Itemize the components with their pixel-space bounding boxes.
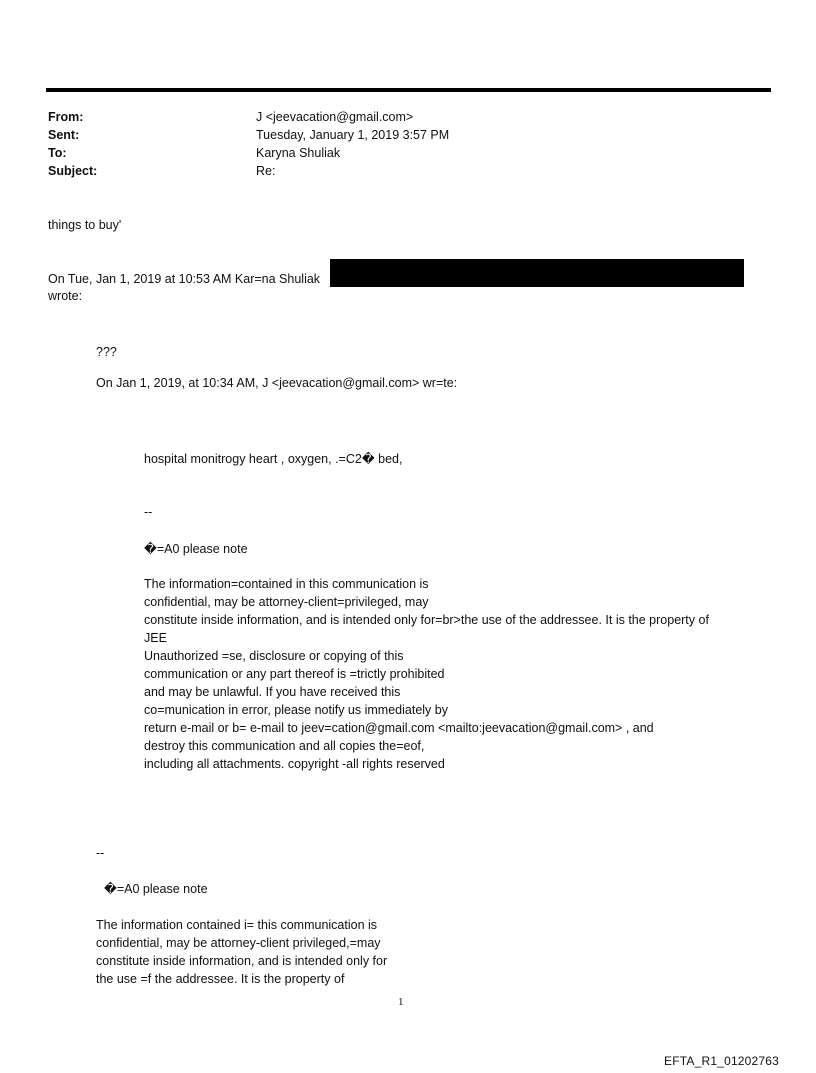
inner-message: hospital monitrogy heart , oxygen, .=C2� bed, [144, 452, 403, 466]
sent-row [48, 126, 449, 144]
disclaimer-1-line: The information=contained in this communication is [144, 577, 429, 591]
signature-separator-1: -- [144, 505, 153, 519]
disclaimer-1-line: constitute inside information, and is intended only for=br>the use of the addressee. It is the property of [144, 613, 709, 627]
to-value: Karyna Shuliak [256, 146, 341, 160]
page-number: 1 [398, 996, 404, 1008]
subject-row [48, 162, 449, 180]
to-row [48, 144, 449, 162]
subject-value: Re: [256, 164, 276, 178]
to-label: To: [48, 146, 67, 160]
disclaimer-1-line: return e-mail or b= e-mail to jeev=cation@gmail.com <mailto:jeevacation@gmail.com> , and [144, 721, 654, 735]
disclaimer-1 [144, 575, 709, 773]
from-row [48, 108, 449, 126]
redaction-box [330, 259, 744, 287]
from-value: J <jeevacation@gmail.com> [256, 110, 414, 124]
sent-value: Tuesday, January 1, 2019 3:57 PM [256, 128, 450, 142]
email-header [48, 108, 449, 180]
sent-label: Sent: [48, 128, 80, 142]
quote1-header-wrote: wrote: [48, 289, 83, 303]
disclaimer-1-line: communication or any part thereof is =trictly prohibited [144, 667, 445, 681]
quote2-header: On Jan 1, 2019, at 10:34 AM, J <jeevacation@gmail.com> wr=te: [96, 376, 458, 390]
disclaimer-2 [96, 916, 387, 988]
signature-separator-2: -- [96, 846, 105, 860]
disclaimer-2-line: confidential, may be attorney-client privileged,=may [96, 936, 381, 950]
disclaimer-2-line: constitute inside information, and is intended only for [96, 954, 388, 968]
please-note-1: �=A0 please note [144, 542, 248, 556]
disclaimer-1-line: JEE [144, 631, 167, 645]
disclaimer-1-line: Unauthorized =se, disclosure or copying of this [144, 649, 404, 663]
reply-text: ??? [96, 345, 117, 359]
header-rule [46, 88, 771, 92]
bates-number: EFTA_R1_01202763 [664, 1054, 780, 1068]
disclaimer-1-line: destroy this communication and all copies the=eof, [144, 739, 425, 753]
body-first-line: things to buy' [48, 218, 122, 232]
please-note-2: �=A0 please note [104, 882, 208, 896]
disclaimer-1-line: confidential, may be attorney-client=privileged, may [144, 595, 429, 609]
disclaimer-1-line: and may be unlawful. If you have received this [144, 685, 401, 699]
disclaimer-2-line: The information contained i= this communication is [96, 918, 378, 932]
quote1-header: On Tue, Jan 1, 2019 at 10:53 AM Kar=na Shuliak [48, 272, 321, 286]
subject-label: Subject: [48, 164, 98, 178]
from-label: From: [48, 110, 84, 124]
disclaimer-1-line: including all attachments. copyright -all rights reserved [144, 757, 445, 771]
disclaimer-2-line: the use =f the addressee. It is the property of [96, 972, 345, 986]
disclaimer-1-line: co=munication in error, please notify us immediately by [144, 703, 448, 717]
